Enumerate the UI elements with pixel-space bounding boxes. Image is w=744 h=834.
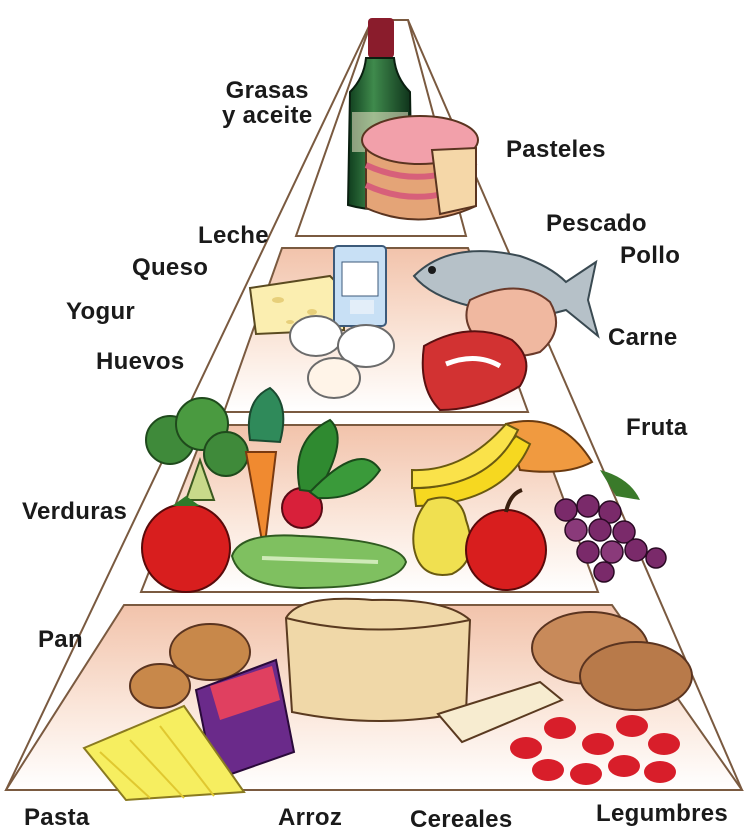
label-queso: Queso [132, 254, 209, 281]
label-legumbres: Legumbres [596, 800, 729, 827]
label-cereales: Cereales [410, 806, 513, 833]
pear-icon [413, 498, 470, 575]
label-arroz: Arroz [278, 804, 343, 831]
label-yogur: Yogur [66, 298, 136, 325]
label-pollo: Pollo [620, 242, 681, 269]
label-grasas-line2: y aceite [222, 102, 313, 130]
milk-carton-icon [334, 246, 386, 326]
label-huevos: Huevos [96, 348, 185, 375]
label-grasas [222, 78, 312, 128]
label-carne: Carne [608, 324, 678, 351]
label-grasas-line1: Grasas [225, 77, 309, 104]
cake-icon [362, 116, 478, 220]
label-pasteles: Pasteles [506, 136, 606, 163]
label-verduras: Verduras [22, 498, 128, 525]
bread-loaf-icon [286, 599, 470, 721]
label-leche: Leche [198, 222, 269, 249]
label-pan: Pan [38, 626, 83, 653]
label-fruta: Fruta [626, 414, 688, 441]
label-pasta: Pasta [24, 804, 90, 831]
label-pescado: Pescado [546, 210, 647, 237]
